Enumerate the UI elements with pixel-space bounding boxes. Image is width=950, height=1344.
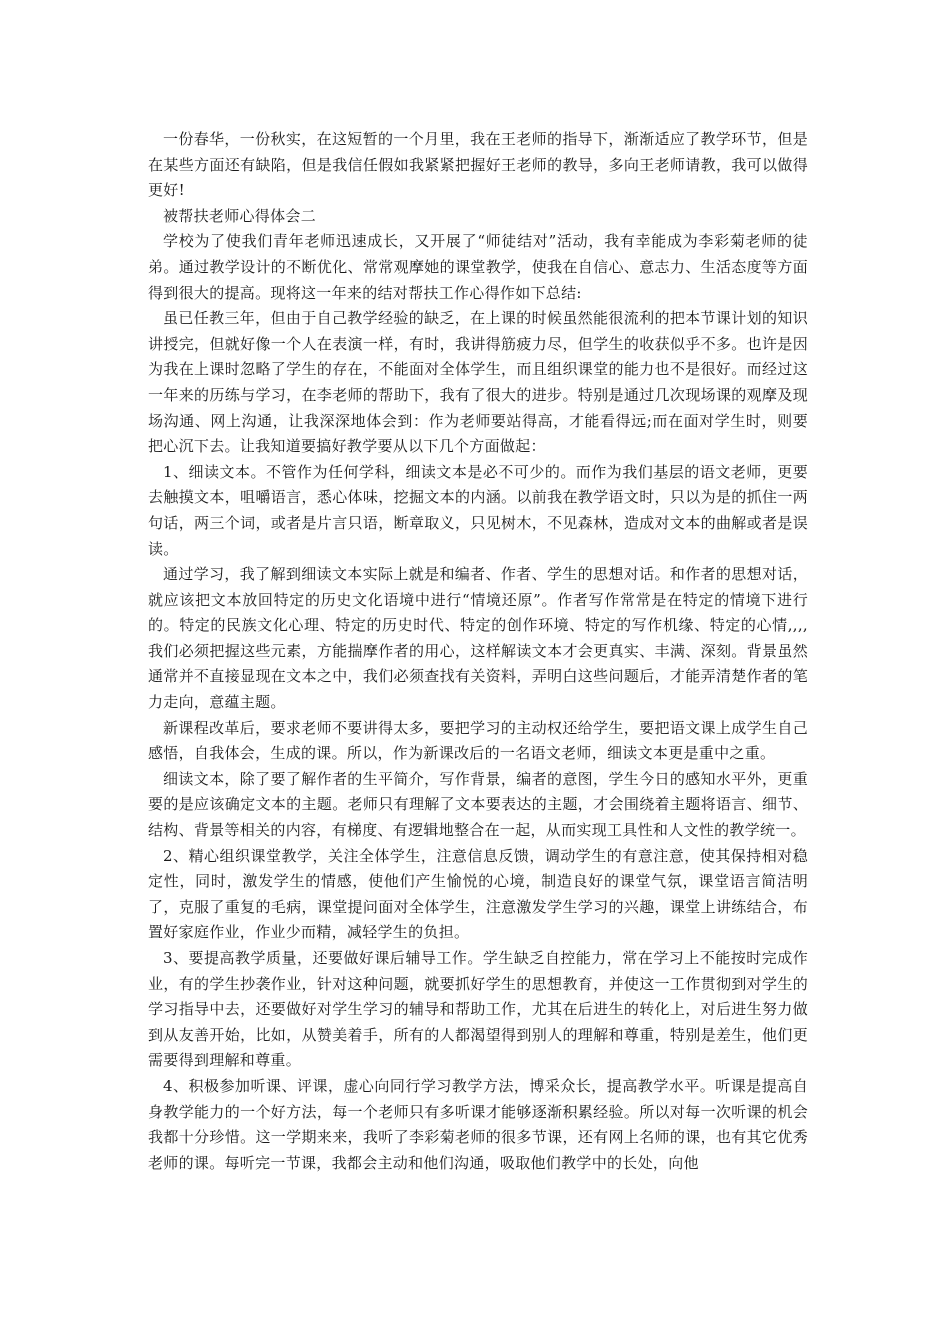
paragraph-7: 细读文本，除了要了解作者的生平简介，写作背景，编者的意图，学生今日的感知水平外，更重要的是应该确定文本的主题。老师只有理解了文本要表达的主题，才会围绕着主题将语言、细节、结构、背景等相关的内容，有梯度、有逻辑地整合在一起，从而实现工具性和人文性的教学统一。	[148, 769, 808, 840]
paragraph-4: 1、细读文本。不管作为任何学科，细读文本是必不可少的。而作为我们基层的语文老师，更要去触摸文本，咀嚼语言，悉心体味，挖掘文本的内涵。以前我在教学语文时，只以为是的抓住一两句话，两三个词，或者是片言只语，断章取义，只见树木，不见森林，造成对文本的曲解或者是误读。	[148, 462, 808, 558]
paragraph-5: 通过学习，我了解到细读文本实际上就是和编者、作者、学生的思想对话。和作者的思想对话，就应该把文本放回特定的历史文化语境中进行“情境还原”。作者写作常常是在特定的情境下进行的。特定的民族文化心理、特定的历史时代、特定的创作环境、特定的写作机缘、特定的心情,,,,我们必须把握这些元素，方能揣摩作者的用心，这样解读文本才会更真实、丰满、深刻。背景虽然通常并不直接显现在文本之中，我们必须查找有关资料，弄明白这些问题后，才能弄清楚作者的笔力走向，意蕴主题。	[148, 565, 808, 712]
paragraph-10: 4、积极参加听课、评课，虚心向同行学习教学方法，博采众长，提高教学水平。听课是提高自身教学能力的一个好方法，每一个老师只有多听课才能够逐渐积累经验。所以对每一次听课的机会我都十分珍惜。这一学期来来，我听了李彩菊老师的很多节课，还有网上名师的课，也有其它优秀老师的课。每听完一节课，我都会主动和他们沟通，吸取他们教学中的长处，向他	[148, 1076, 808, 1172]
paragraph-6: 新课程改革后，要求老师不要讲得太多，要把学习的主动权还给学生，要把语文课上成学生自己感悟，自我体会，生成的课。所以，作为新课改后的一名语文老师，细读文本更是重中之重。	[148, 718, 808, 763]
paragraph-8: 2、精心组织课堂教学，关注全体学生，注意信息反馈，调动学生的有意注意，使其保持相对稳定性，同时，激发学生的情感，使他们产生愉悦的心境，制造良好的课堂气氛，课堂语言简洁明了，克服了重复的毛病，课堂提问面对全体学生，注意激发学生学习的兴趣，课堂上讲练结合，布置好家庭作业，作业少而精，减轻学生的负担。	[148, 846, 808, 942]
paragraph-1: 一份春华，一份秋实，在这短暂的一个月里，我在王老师的指导下，渐渐适应了教学环节，但是在某些方面还有缺陷，但是我信任假如我紧紧把握好王老师的教导，多向王老师请教，我可以做得更好!	[148, 130, 808, 200]
section-heading: 被帮扶老师心得体会二	[163, 206, 317, 225]
paragraph-2: 学校为了使我们青年老师迅速成长，又开展了“师徒结对”活动，我有幸能成为李彩菊老师的徒弟。通过教学设计的不断优化、常常观摩她的课堂教学，使我在自信心、意志力、生活态度等方面得到很大的提高。现将这一年来的结对帮扶工作心得作如下总结:	[148, 232, 808, 302]
paragraph-9: 3、要提高教学质量，还要做好课后辅导工作。学生缺乏自控能力，常在学习上不能按时完成作业，有的学生抄袭作业，针对这种问题，就要抓好学生的思想教育，并使这一工作贯彻到对学生的学习指导中去，还要做好对学生学习的辅导和帮助工作，尤其在后进生的转化上，对后进生努力做到从友善开始，比如，从赞美着手，所有的人都渴望得到别人的理解和尊重，特别是差生，他们更需要得到理解和尊重。	[148, 949, 808, 1070]
document-body	[148, 127, 808, 1176]
paragraph-3: 虽已任教三年，但由于自己教学经验的缺乏，在上课的时候虽然能很流利的把本节课计划的知识讲授完，但就好像一个人在表演一样，有时，我讲得筋疲力尽，但学生的收获似乎不多。也许是因为我在上课时忽略了学生的存在，不能面对全体学生，而且组织课堂的能力也不是很好。而经过这一年来的历练与学习，在李老师的帮助下，我有了很大的进步。特别是通过几次现场课的观摩及现场沟通、网上沟通，让我深深地体会到：作为老师要站得高，才能看得远;而在面对学生时，则要把心沉下去。让我知道要搞好教学要从以下几个方面做起：	[148, 309, 808, 456]
